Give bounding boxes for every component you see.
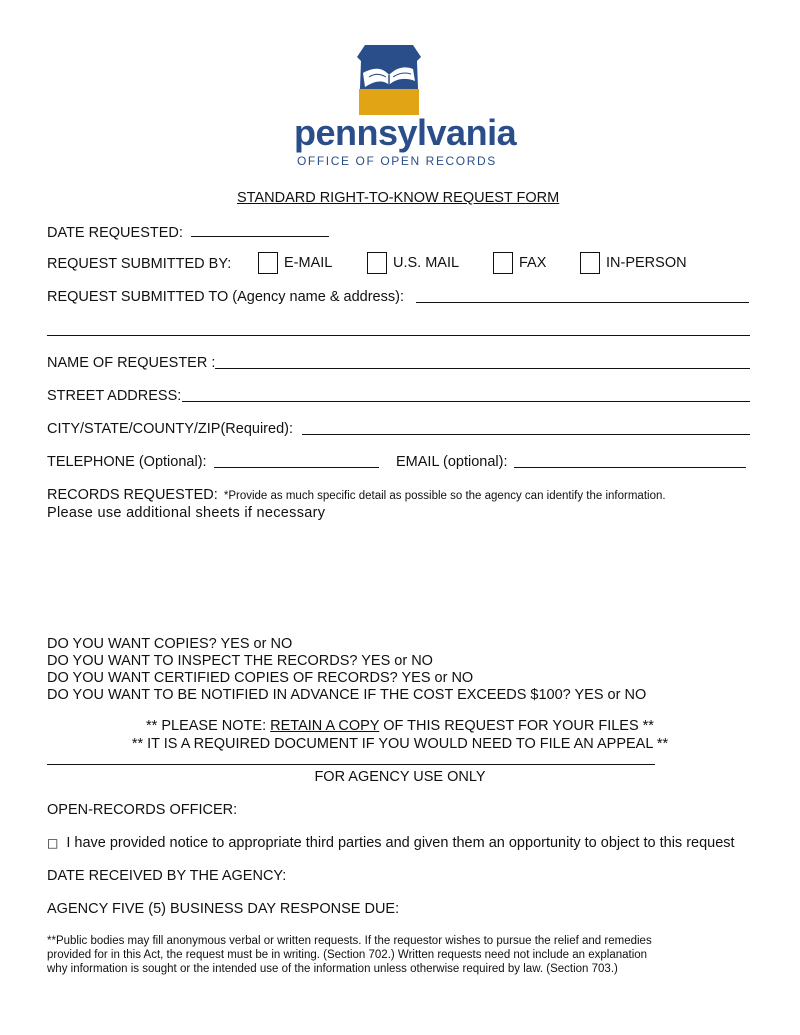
note-retain-copy-emphasis: RETAIN A COPY (270, 718, 380, 734)
note-retain-copy (0, 718, 800, 735)
fax-checkbox[interactable] (493, 252, 513, 274)
records-requested-label: RECORDS REQUESTED: (47, 487, 218, 503)
email-option[interactable] (258, 252, 332, 274)
agency-use-heading: FOR AGENCY USE ONLY (314, 769, 486, 785)
footnote-line: **Public bodies may fill anonymous verbal or written requests. If the requestor wishes to pursue the relief and remedies (47, 935, 652, 947)
logo-wordmark: pennsylvania (294, 112, 517, 153)
footnote-line: provided for in this Act, the request must be in writing. (Section 702.) Written requests need not include an explanation (47, 949, 648, 961)
requester-name-field[interactable] (215, 368, 750, 369)
question-notify-cost: DO YOU WANT TO BE NOTIFIED IN ADVANCE IF THE COST EXCEEDS $100? YES or NO (47, 687, 647, 703)
telephone-field[interactable] (214, 467, 379, 468)
date-requested-row (47, 223, 329, 242)
records-requested-note2: Please use additional sheets if necessary (47, 505, 326, 521)
city-state-zip-field[interactable] (302, 434, 750, 435)
response-due-label: AGENCY FIVE (5) BUSINESS DAY RESPONSE DUE: (47, 901, 400, 917)
agency-divider (47, 764, 655, 765)
logo-office-name: OFFICE OF OPEN RECORDS (297, 154, 497, 168)
records-requested-area[interactable] (47, 528, 750, 632)
fax-option[interactable] (493, 252, 546, 274)
city-state-zip-label: CITY/STATE/COUNTY/ZIP(Required): (47, 421, 293, 437)
third-party-notice-text: I have provided notice to appropriate third parties and given them an opportunity to object to this request (66, 835, 735, 851)
footnote-line: why information is sought or the intended use of the information unless otherwise required by law. (Section 703.) (47, 963, 618, 975)
in-person-option-label: IN-PERSON (606, 254, 687, 271)
question-inspect: DO YOU WANT TO INSPECT THE RECORDS? YES or NO (47, 653, 433, 669)
date-received-label: DATE RECEIVED BY THE AGENCY: (47, 868, 287, 884)
date-requested-label: DATE REQUESTED: (47, 225, 183, 241)
note-appeal: ** IT IS A REQUIRED DOCUMENT IF YOU WOULD NEED TO FILE AN APPEAL ** (131, 736, 669, 752)
submitted-to-field-line2[interactable] (47, 335, 750, 336)
requester-name-label: NAME OF REQUESTER : (47, 355, 216, 371)
street-address-label: STREET ADDRESS: (47, 388, 182, 404)
records-requested-row (47, 487, 666, 504)
email-checkbox[interactable] (258, 252, 278, 274)
third-party-notice-checkbox[interactable]: □ (47, 836, 59, 850)
submitted-to-field[interactable] (416, 302, 749, 303)
date-requested-field[interactable] (191, 223, 329, 237)
us-mail-option[interactable] (367, 252, 459, 274)
submitted-by-label: REQUEST SUBMITTED BY: (47, 256, 232, 272)
records-requested-note: *Provide as much specific detail as possible so the agency can identify the information. (223, 490, 666, 502)
question-certified: DO YOU WANT CERTIFIED COPIES OF RECORDS? YES or NO (47, 670, 474, 686)
keystone-book-icon (355, 45, 423, 115)
email-field[interactable] (514, 467, 746, 468)
submitted-to-label: REQUEST SUBMITTED TO (Agency name & address): (47, 289, 404, 305)
email-option-label: E-MAIL (284, 254, 333, 271)
open-records-officer-label: OPEN-RECORDS OFFICER: (47, 802, 238, 818)
us-mail-checkbox[interactable] (367, 252, 387, 274)
fax-option-label: FAX (519, 254, 547, 271)
telephone-label: TELEPHONE (Optional): (47, 454, 207, 470)
email-label: EMAIL (optional): (396, 454, 508, 470)
note-retain-copy-post: OF THIS REQUEST FOR YOUR FILES ** (379, 718, 654, 734)
in-person-option[interactable] (580, 252, 687, 274)
question-copies: DO YOU WANT COPIES? YES or NO (47, 636, 293, 652)
us-mail-option-label: U.S. MAIL (393, 254, 460, 271)
third-party-notice-row (47, 835, 735, 852)
form-title: STANDARD RIGHT-TO-KNOW REQUEST FORM (237, 190, 560, 206)
in-person-checkbox[interactable] (580, 252, 600, 274)
note-retain-copy-pre: ** PLEASE NOTE: (146, 718, 271, 734)
footnote (47, 934, 753, 976)
street-address-field[interactable] (182, 401, 750, 402)
